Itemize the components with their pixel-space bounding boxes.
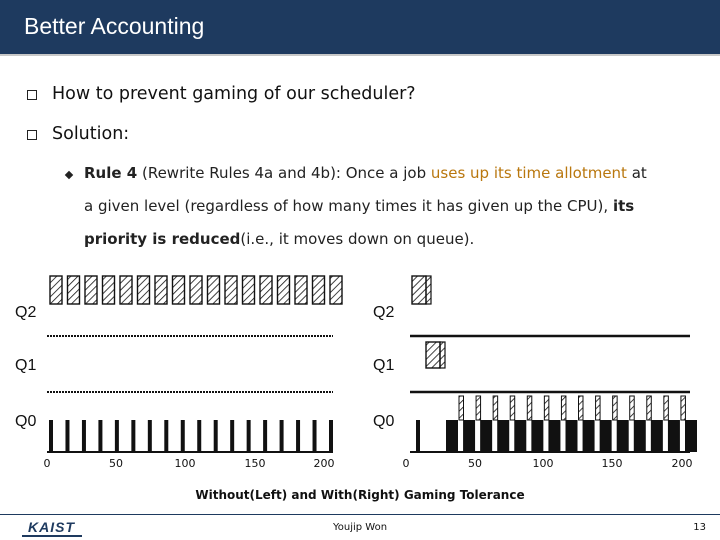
left-q1-label: Q1	[15, 357, 37, 374]
left-q0-bar	[98, 420, 102, 452]
right-q0-dark-block	[634, 420, 646, 452]
chart-caption: Without(Left) and With(Right) Gaming Tolerance	[195, 488, 525, 502]
right-q2-label: Q2	[373, 304, 395, 321]
right-q0-dark-block	[685, 420, 697, 452]
left-q0-bar	[115, 420, 119, 452]
left-tick-0: 0	[43, 457, 51, 470]
right-q0-dark-block	[583, 420, 595, 452]
left-q2-slice	[278, 276, 290, 304]
right-q1-label: Q1	[373, 357, 395, 374]
left-q2-label: Q2	[15, 304, 37, 321]
rule-line3-bold: priority is reduced	[84, 230, 241, 248]
left-q2-slice	[68, 276, 80, 304]
right-tick-150: 150	[601, 457, 623, 470]
left-q2-slice	[85, 276, 97, 304]
right-q0-dark-block	[651, 420, 663, 452]
footer-divider	[0, 514, 720, 515]
left-tick-150: 150	[244, 457, 266, 470]
bullet-solution: Solution:	[52, 124, 130, 144]
left-q0-bar	[247, 420, 251, 452]
right-q0-hatched-slice	[681, 396, 686, 420]
left-q0-bar	[49, 420, 53, 452]
left-q2-slice	[260, 276, 272, 304]
left-q0-bar	[131, 420, 135, 452]
right-q0-hatched-slice	[613, 396, 618, 420]
right-q0-dark-block	[463, 420, 475, 452]
right-q2-slice-hatched	[412, 276, 426, 304]
right-q0-dark-block	[617, 420, 629, 452]
left-q2-slice	[190, 276, 202, 304]
right-q0-dark-block	[668, 420, 680, 452]
bullet-question: How to prevent gaming of our scheduler?	[52, 84, 416, 104]
right-q0-hatched-slice	[510, 396, 515, 420]
left-tick-50: 50	[109, 457, 123, 470]
right-tick-100: 100	[532, 457, 554, 470]
left-q0-bar	[263, 420, 267, 452]
left-q0-bar	[197, 420, 201, 452]
rule-text-a: (Rewrite Rules 4a and 4b): Once a job	[137, 164, 431, 182]
kaist-logo: KAIST	[28, 519, 75, 535]
right-q0-dark-block	[480, 420, 492, 452]
right-q0-dark-block	[548, 420, 560, 452]
left-q2-slice	[243, 276, 255, 304]
left-q2-slice	[295, 276, 307, 304]
left-q0-bar	[280, 420, 284, 452]
right-q0-hatched-slice	[544, 396, 549, 420]
right-q0-dark-block	[531, 420, 543, 452]
left-q0-bar	[230, 420, 234, 452]
left-q2-slice	[103, 276, 115, 304]
right-q0-dark-block	[566, 420, 578, 452]
right-q0-first-bar	[416, 420, 420, 452]
rule-name: Rule 4	[84, 164, 138, 182]
left-tick-100: 100	[174, 457, 196, 470]
left-q0-bar	[82, 420, 86, 452]
left-q0-bar	[164, 420, 168, 452]
left-q0-bar	[214, 420, 218, 452]
right-q0-label: Q0	[373, 413, 395, 430]
right-q0-dark-block	[514, 420, 526, 452]
right-q2-slice-short	[426, 276, 431, 304]
rule-highlight: uses up its time allotment	[430, 164, 627, 182]
right-tick-0: 0	[402, 457, 410, 470]
rule-line2-bold: its	[612, 197, 635, 215]
page-number: 13	[693, 522, 706, 533]
logo-underline	[22, 535, 82, 537]
left-q0-bar	[296, 420, 300, 452]
left-q2-slice	[120, 276, 132, 304]
right-q0-dark-block	[497, 420, 509, 452]
left-q2-slice	[313, 276, 325, 304]
left-q0-bar	[148, 420, 152, 452]
left-q0-bar	[313, 420, 317, 452]
right-q0-dark-block	[446, 420, 458, 452]
left-q2-slice	[138, 276, 150, 304]
left-q2-slice	[173, 276, 185, 304]
right-q0-dark-block	[600, 420, 612, 452]
left-q2-slice	[225, 276, 237, 304]
right-q0-hatched-slice	[596, 396, 601, 420]
left-q2-slice	[208, 276, 220, 304]
right-q0-hatched-slice	[527, 396, 532, 420]
left-q0-bar	[329, 420, 333, 452]
right-q0-hatched-slice	[493, 396, 498, 420]
rule-line3-rest: (i.e., it moves down on queue).	[240, 230, 475, 248]
left-q2-slice	[50, 276, 62, 304]
left-q0-label: Q0	[15, 413, 37, 430]
right-q0-hatched-slice	[459, 396, 464, 420]
right-q0-hatched-slice	[647, 396, 652, 420]
right-q0-hatched-slice	[476, 396, 481, 420]
right-q0-hatched-slice	[579, 396, 584, 420]
left-q2-slice	[155, 276, 167, 304]
author-name: Youjip Won	[332, 522, 388, 533]
right-q1-slice-short	[440, 342, 445, 368]
rule-text-b: at	[626, 164, 647, 182]
slide-title: Better Accounting	[24, 13, 205, 39]
right-q1-slice-hatched	[426, 342, 440, 368]
rule-line2-text: a given level (regardless of how many times it has given up the CPU),	[84, 197, 613, 215]
right-tick-200: 200	[671, 457, 693, 470]
left-tick-200: 200	[313, 457, 335, 470]
right-q0-hatched-slice	[630, 396, 635, 420]
right-q0-hatched-slice	[664, 396, 669, 420]
left-q0-bar	[181, 420, 185, 452]
right-tick-50: 50	[468, 457, 482, 470]
right-q0-hatched-slice	[561, 396, 566, 420]
left-q2-slice	[330, 276, 342, 304]
left-q0-bar	[65, 420, 69, 452]
